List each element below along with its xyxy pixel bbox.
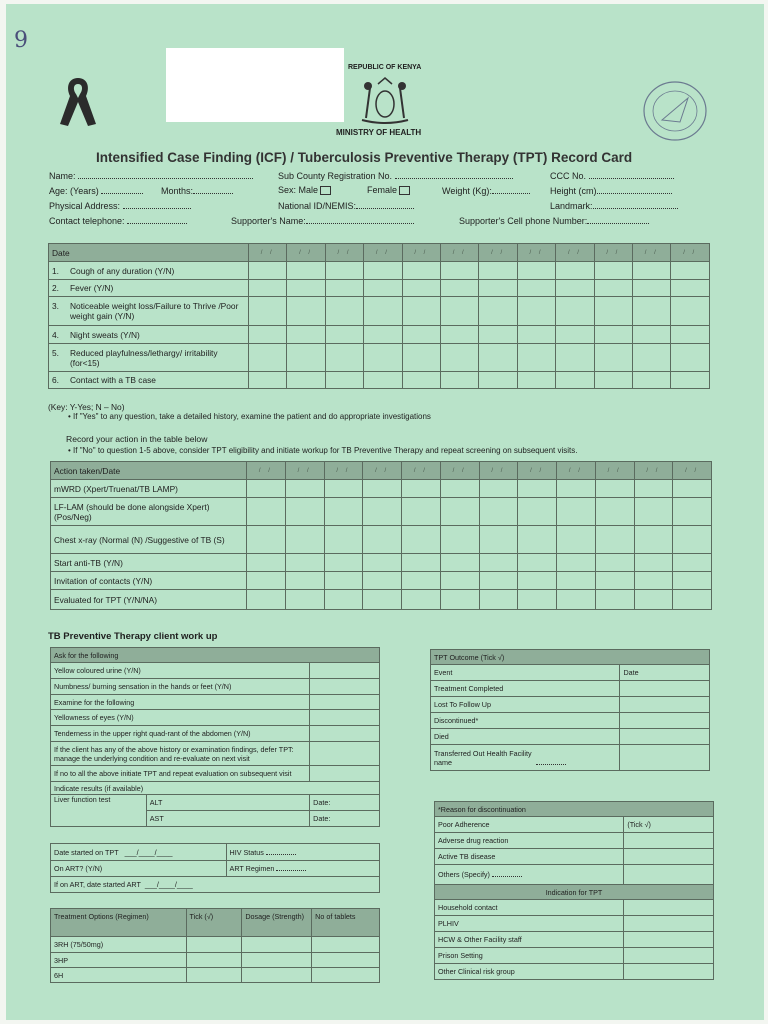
entry-cell[interactable]: [363, 526, 402, 554]
entry-cell[interactable]: [595, 554, 634, 572]
entry-cell[interactable]: [594, 326, 632, 344]
entry-cell[interactable]: [634, 554, 673, 572]
action-row: Start anti-TB (Y/N): [51, 554, 247, 572]
name-field[interactable]: Name:: [49, 170, 253, 181]
defer-note: If the client has any of the above history or examination findings, defer TPT: manage the underlying condition and re-evaluate on next visit: [51, 742, 310, 766]
entry-cell[interactable]: [325, 344, 363, 372]
entry-cell[interactable]: [247, 554, 286, 572]
entry-cell[interactable]: [633, 372, 671, 389]
tick-cell[interactable]: [624, 932, 714, 948]
entry-cell[interactable]: [671, 280, 710, 297]
reason-row: Others (Specify): [435, 865, 624, 885]
answer-cell[interactable]: [310, 663, 380, 679]
reason-row: Active TB disease: [435, 849, 624, 865]
indication-row: HCW & Other Facility staff: [435, 932, 624, 948]
entry-cell[interactable]: [673, 572, 712, 590]
outcome-row: Discontinued*: [431, 713, 620, 729]
entry-cell[interactable]: [440, 590, 479, 610]
workup-row: Yellowness of eyes (Y/N): [51, 710, 310, 726]
entry-cell[interactable]: [633, 344, 671, 372]
entry-cell[interactable]: [441, 326, 479, 344]
outcome-title: TPT Outcome (Tick √): [431, 650, 710, 665]
handwritten-page-number: 9: [14, 28, 28, 53]
entry-cell[interactable]: [287, 372, 325, 389]
sex-male-checkbox[interactable]: Sex: Male: [278, 185, 331, 195]
contact-telephone-field[interactable]: Contact telephone:: [49, 215, 187, 226]
entry-cell[interactable]: [634, 526, 673, 554]
entry-cell[interactable]: [364, 280, 402, 297]
entry-cell[interactable]: [594, 372, 632, 389]
date-header: Date: [620, 665, 710, 681]
entry-cell[interactable]: [595, 498, 634, 526]
date-column-cell[interactable]: / /: [518, 462, 557, 480]
entry-cell[interactable]: [402, 572, 441, 590]
ministry-stamp: [642, 80, 708, 142]
entry-cell[interactable]: [324, 526, 363, 554]
entry-cell[interactable]: [325, 326, 363, 344]
entry-cell[interactable]: [287, 280, 325, 297]
workup-title: TB Preventive Therapy client work up: [48, 631, 218, 642]
entry-cell[interactable]: [517, 297, 555, 326]
entry-cell[interactable]: [324, 590, 363, 610]
redacted-area: [166, 48, 344, 122]
dosage-cell[interactable]: [242, 953, 312, 968]
date-column-cell[interactable]: / /: [402, 244, 440, 262]
screening-row: 6. Contact with a TB case: [49, 372, 249, 389]
entry-cell[interactable]: [363, 554, 402, 572]
entry-cell[interactable]: [673, 554, 712, 572]
entry-cell[interactable]: [247, 480, 286, 498]
entry-cell[interactable]: [285, 526, 324, 554]
entry-cell[interactable]: [441, 262, 479, 280]
workup-table: [50, 647, 380, 827]
date-column-cell[interactable]: / /: [479, 244, 517, 262]
entry-cell[interactable]: [287, 297, 325, 326]
entry-cell[interactable]: [441, 297, 479, 326]
entry-cell[interactable]: [479, 480, 518, 498]
ast-label: AST: [146, 811, 309, 827]
indication-row: Other Clinical risk group: [435, 964, 624, 980]
entry-cell[interactable]: [517, 326, 555, 344]
tablets-header: No of tablets: [312, 909, 380, 937]
initiate-note: If no to all the above initiate TPT and repeat evaluation on subsequent visit: [51, 766, 310, 782]
entry-cell[interactable]: [402, 498, 441, 526]
indication-row: Household contact: [435, 900, 624, 916]
workup-row: Tenderness in the upper right quad-rant of the abdomen (Y/N): [51, 726, 310, 742]
age-years-field[interactable]: Age: (Years): [49, 185, 143, 196]
entry-cell[interactable]: [595, 480, 634, 498]
entry-cell[interactable]: [595, 590, 634, 610]
screening-date-header: Date: [49, 244, 249, 262]
no-note: • If "No" to question 1-5 above, consider TPT eligibility and initiate workup for TB Preventive Therapy and repeat screening on subsequent visits.: [68, 446, 578, 455]
date-column-cell[interactable]: / /: [285, 462, 324, 480]
outcome-date-cell[interactable]: [620, 713, 710, 729]
entry-cell[interactable]: [556, 280, 594, 297]
sub-county-registration-field[interactable]: Sub County Registration No.: [278, 170, 513, 181]
entry-cell[interactable]: [557, 498, 596, 526]
entry-cell[interactable]: [634, 572, 673, 590]
date-column-cell[interactable]: / /: [325, 244, 363, 262]
tick-cell[interactable]: [624, 833, 714, 849]
entry-cell[interactable]: [479, 280, 517, 297]
entry-cell[interactable]: [285, 590, 324, 610]
screening-table: [48, 243, 710, 389]
republic-label: REPUBLIC OF KENYA: [348, 64, 422, 71]
tick-cell[interactable]: [186, 937, 242, 953]
entry-cell[interactable]: [402, 297, 440, 326]
entry-cell[interactable]: [557, 554, 596, 572]
entry-cell[interactable]: [633, 280, 671, 297]
alt-date[interactable]: Date:: [310, 795, 380, 811]
awareness-ribbon-icon: [58, 74, 98, 130]
screening-row: 2. Fever (Y/N): [49, 280, 249, 297]
date-column-cell[interactable]: / /: [402, 462, 441, 480]
tablets-cell[interactable]: [312, 953, 380, 968]
entry-cell[interactable]: [364, 297, 402, 326]
entry-cell[interactable]: [440, 498, 479, 526]
entry-cell[interactable]: [440, 480, 479, 498]
outcome-row: Died: [431, 729, 620, 745]
entry-cell[interactable]: [287, 326, 325, 344]
entry-cell[interactable]: [247, 498, 286, 526]
art-regimen-field[interactable]: ART Regimen: [226, 861, 379, 877]
outcome-date-cell[interactable]: [620, 745, 710, 771]
entry-cell[interactable]: [634, 498, 673, 526]
entry-cell[interactable]: [325, 280, 363, 297]
entry-cell[interactable]: [556, 326, 594, 344]
regimen-row: 6H: [51, 968, 187, 983]
entry-cell[interactable]: [249, 344, 287, 372]
entry-cell[interactable]: [594, 280, 632, 297]
results-header: Indicate results (if available): [51, 782, 380, 795]
screening-row: 3. Noticeable weight loss/Failure to Thrive /Poor weight gain (Y/N): [49, 297, 249, 326]
entry-cell[interactable]: [673, 498, 712, 526]
entry-cell[interactable]: [671, 326, 710, 344]
outcome-date-cell[interactable]: [620, 729, 710, 745]
screening-row: 4. Night sweats (Y/N): [49, 326, 249, 344]
entry-cell[interactable]: [673, 480, 712, 498]
date-column-cell[interactable]: / /: [440, 462, 479, 480]
entry-cell[interactable]: [595, 526, 634, 554]
screening-row: 5. Reduced playfulness/lethargy/ irritability (for<15): [49, 344, 249, 372]
coat-of-arms-icon: [356, 74, 414, 126]
entry-cell[interactable]: [594, 297, 632, 326]
answer-cell[interactable]: [310, 679, 380, 695]
entry-cell[interactable]: [325, 297, 363, 326]
entry-cell[interactable]: [479, 590, 518, 610]
entry-cell[interactable]: [285, 498, 324, 526]
answer-cell[interactable]: [310, 695, 380, 710]
dosage-header: Dosage (Strength): [242, 909, 312, 937]
entry-cell[interactable]: [364, 262, 402, 280]
indication-row: Prison Setting: [435, 948, 624, 964]
entry-cell[interactable]: [518, 572, 557, 590]
entry-cell[interactable]: [440, 526, 479, 554]
outcome-date-cell[interactable]: [620, 681, 710, 697]
tick-header: (Tick √): [624, 817, 714, 833]
tablets-cell[interactable]: [312, 968, 380, 983]
entry-cell[interactable]: [479, 262, 517, 280]
entry-cell[interactable]: [249, 326, 287, 344]
workup-row: Numbness/ burning sensation in the hands or feet (Y/N): [51, 679, 310, 695]
tick-cell[interactable]: [624, 948, 714, 964]
entry-cell[interactable]: [594, 262, 632, 280]
date-column-cell[interactable]: / /: [594, 244, 632, 262]
entry-cell[interactable]: [325, 262, 363, 280]
date-column-cell[interactable]: / /: [441, 244, 479, 262]
date-column-cell[interactable]: / /: [363, 462, 402, 480]
treatment-table: [50, 908, 380, 983]
record-card: [6, 4, 764, 1020]
entry-cell[interactable]: [518, 526, 557, 554]
entry-cell[interactable]: [518, 480, 557, 498]
entry-cell[interactable]: [402, 326, 440, 344]
entry-cell[interactable]: [364, 344, 402, 372]
ast-date[interactable]: Date:: [310, 811, 380, 827]
entry-cell[interactable]: [595, 572, 634, 590]
entry-cell[interactable]: [441, 280, 479, 297]
tpt-dates-table: [50, 843, 380, 893]
discontinuation-title: *Reason for discontinuation: [435, 802, 714, 817]
date-column-cell[interactable]: / /: [634, 462, 673, 480]
alt-label: ALT: [146, 795, 309, 811]
entry-cell[interactable]: [363, 480, 402, 498]
action-table: [50, 461, 712, 610]
entry-cell[interactable]: [671, 262, 710, 280]
national-id-field[interactable]: National ID/NEMIS:: [278, 200, 414, 211]
indication-header: Indication for TPT: [435, 885, 714, 900]
entry-cell[interactable]: [363, 590, 402, 610]
entry-cell[interactable]: [402, 526, 441, 554]
entry-cell[interactable]: [556, 344, 594, 372]
reason-row: Poor Adherence: [435, 817, 624, 833]
age-months-field[interactable]: Months:: [161, 185, 233, 196]
entry-cell[interactable]: [557, 480, 596, 498]
entry-cell[interactable]: [440, 554, 479, 572]
entry-cell[interactable]: [479, 297, 517, 326]
date-column-cell[interactable]: / /: [557, 462, 596, 480]
entry-cell[interactable]: [517, 262, 555, 280]
weight-field[interactable]: Weight (Kg):: [442, 185, 530, 196]
art-start-date-field[interactable]: If on ART, date started ART ___/____/____: [51, 877, 380, 893]
action-row: mWRD (Xpert/Truenat/TB LAMP): [51, 480, 247, 498]
entry-cell[interactable]: [441, 344, 479, 372]
entry-cell[interactable]: [364, 326, 402, 344]
regimen-row: 3RH (75/50mg): [51, 937, 187, 953]
entry-cell[interactable]: [285, 480, 324, 498]
ministry-label: MINISTRY OF HEALTH: [336, 128, 422, 137]
regimen-header: Treatment Options (Regimen): [51, 909, 187, 937]
screening-row: 1. Cough of any duration (Y/N): [49, 262, 249, 280]
action-row: Invitation of contacts (Y/N): [51, 572, 247, 590]
entry-cell[interactable]: [479, 498, 518, 526]
entry-cell[interactable]: [441, 372, 479, 389]
date-column-cell[interactable]: / /: [556, 244, 594, 262]
entry-cell[interactable]: [402, 372, 440, 389]
discontinuation-table: [434, 801, 714, 980]
entry-cell[interactable]: [479, 372, 517, 389]
landmark-field[interactable]: Landmark:: [550, 200, 678, 211]
regimen-row: 3HP: [51, 953, 187, 968]
tick-cell[interactable]: [624, 900, 714, 916]
entry-cell[interactable]: [324, 498, 363, 526]
entry-cell[interactable]: [671, 297, 710, 326]
on-art-field[interactable]: On ART? (Y/N): [51, 861, 227, 877]
entry-cell[interactable]: [287, 344, 325, 372]
entry-cell[interactable]: [557, 590, 596, 610]
tick-cell[interactable]: [186, 968, 242, 983]
height-field[interactable]: Height (cm): [550, 185, 672, 196]
entry-cell[interactable]: [633, 326, 671, 344]
outcome-row: Transferred Out Health Facility name: [431, 745, 620, 771]
date-column-cell[interactable]: / /: [364, 244, 402, 262]
entry-cell[interactable]: [402, 590, 441, 610]
date-column-cell[interactable]: / /: [673, 462, 712, 480]
entry-cell[interactable]: [249, 372, 287, 389]
supporter-name-field[interactable]: Supporter's Name:: [231, 215, 414, 226]
card-title: Intensified Case Finding (ICF) / Tuberculosis Preventive Therapy (TPT) Record Card: [96, 150, 633, 165]
action-row: LF-LAM (should be done alongside Xpert) (Pos/Neg): [51, 498, 247, 526]
record-action-note: Record your action in the table below: [66, 434, 208, 444]
entry-cell[interactable]: [479, 572, 518, 590]
entry-cell[interactable]: [634, 480, 673, 498]
entry-cell[interactable]: [671, 372, 710, 389]
event-header: Event: [431, 665, 620, 681]
outcome-row: Treatment Completed: [431, 681, 620, 697]
date-column-cell[interactable]: / /: [249, 244, 287, 262]
entry-cell[interactable]: [557, 572, 596, 590]
entry-cell[interactable]: [325, 372, 363, 389]
tick-cell[interactable]: [186, 953, 242, 968]
action-date-header: Action taken/Date: [51, 462, 247, 480]
entry-cell[interactable]: [402, 262, 440, 280]
workup-row: Yellow coloured urine (Y/N): [51, 663, 310, 679]
date-started-tpt-field[interactable]: Date started on TPT ___/____/____: [51, 844, 227, 861]
key-note: (Key: Y-Yes; N – No): [48, 402, 125, 412]
date-column-cell[interactable]: / /: [247, 462, 286, 480]
entry-cell[interactable]: [633, 262, 671, 280]
date-column-cell[interactable]: / /: [517, 244, 555, 262]
entry-cell[interactable]: [247, 572, 286, 590]
date-column-cell[interactable]: / /: [671, 244, 710, 262]
tick-cell[interactable]: [624, 865, 714, 885]
entry-cell[interactable]: [517, 372, 555, 389]
entry-cell[interactable]: [518, 590, 557, 610]
sex-female-checkbox[interactable]: Female: [367, 185, 410, 195]
entry-cell[interactable]: [518, 554, 557, 572]
entry-cell[interactable]: [479, 554, 518, 572]
entry-cell[interactable]: [440, 572, 479, 590]
date-column-cell[interactable]: / /: [595, 462, 634, 480]
entry-cell[interactable]: [518, 498, 557, 526]
indication-row: PLHIV: [435, 916, 624, 932]
entry-cell[interactable]: [402, 554, 441, 572]
entry-cell[interactable]: [517, 344, 555, 372]
reason-row: Adverse drug reaction: [435, 833, 624, 849]
entry-cell[interactable]: [594, 344, 632, 372]
entry-cell[interactable]: [479, 526, 518, 554]
tick-cell[interactable]: [624, 916, 714, 932]
hiv-status-field[interactable]: HIV Status: [226, 844, 379, 861]
entry-cell[interactable]: [247, 590, 286, 610]
outcome-row: Lost To Follow Up: [431, 697, 620, 713]
answer-cell[interactable]: [310, 710, 380, 726]
entry-cell[interactable]: [673, 590, 712, 610]
entry-cell[interactable]: [364, 372, 402, 389]
entry-cell[interactable]: [249, 280, 287, 297]
ask-header: Ask for the following: [51, 648, 380, 663]
entry-cell[interactable]: [671, 344, 710, 372]
entry-cell[interactable]: [402, 480, 441, 498]
entry-cell[interactable]: [402, 280, 440, 297]
entry-cell[interactable]: [285, 554, 324, 572]
tablets-cell[interactable]: [312, 937, 380, 953]
workup-row: Examine for the following: [51, 695, 310, 710]
liver-function-label: Liver function test: [51, 795, 147, 827]
supporter-cell-field[interactable]: Supporter's Cell phone Number:: [459, 215, 649, 226]
entry-cell[interactable]: [479, 326, 517, 344]
entry-cell[interactable]: [556, 262, 594, 280]
entry-cell[interactable]: [363, 498, 402, 526]
entry-cell[interactable]: [363, 572, 402, 590]
entry-cell[interactable]: [324, 480, 363, 498]
yes-note: • If "Yes" to any question, take a detailed history, examine the patient and do appropriate investigations: [68, 412, 431, 421]
ccc-number-field[interactable]: CCC No.: [550, 170, 674, 181]
entry-cell[interactable]: [633, 297, 671, 326]
entry-cell[interactable]: [673, 526, 712, 554]
action-row: Chest x-ray (Normal (N) /Suggestive of TB (S): [51, 526, 247, 554]
action-row: Evaluated for TPT (Y/N/NA): [51, 590, 247, 610]
answer-cell[interactable]: [310, 726, 380, 742]
entry-cell[interactable]: [249, 297, 287, 326]
entry-cell[interactable]: [402, 344, 440, 372]
entry-cell[interactable]: [285, 572, 324, 590]
dosage-cell[interactable]: [242, 968, 312, 983]
entry-cell[interactable]: [479, 344, 517, 372]
date-column-cell[interactable]: / /: [324, 462, 363, 480]
dosage-cell[interactable]: [242, 937, 312, 953]
tpt-outcome-table: [430, 649, 710, 771]
entry-cell[interactable]: [324, 554, 363, 572]
tick-cell[interactable]: [624, 849, 714, 865]
date-column-cell[interactable]: / /: [633, 244, 671, 262]
date-column-cell[interactable]: / /: [287, 244, 325, 262]
entry-cell[interactable]: [324, 572, 363, 590]
entry-cell[interactable]: [249, 262, 287, 280]
entry-cell[interactable]: [557, 526, 596, 554]
entry-cell[interactable]: [556, 297, 594, 326]
tick-header: Tick (√): [186, 909, 242, 937]
physical-address-field[interactable]: Physical Address:: [49, 200, 191, 211]
entry-cell[interactable]: [556, 372, 594, 389]
entry-cell[interactable]: [517, 280, 555, 297]
tick-cell[interactable]: [624, 964, 714, 980]
entry-cell[interactable]: [287, 262, 325, 280]
entry-cell[interactable]: [247, 526, 286, 554]
outcome-date-cell[interactable]: [620, 697, 710, 713]
entry-cell[interactable]: [634, 590, 673, 610]
date-column-cell[interactable]: / /: [479, 462, 518, 480]
